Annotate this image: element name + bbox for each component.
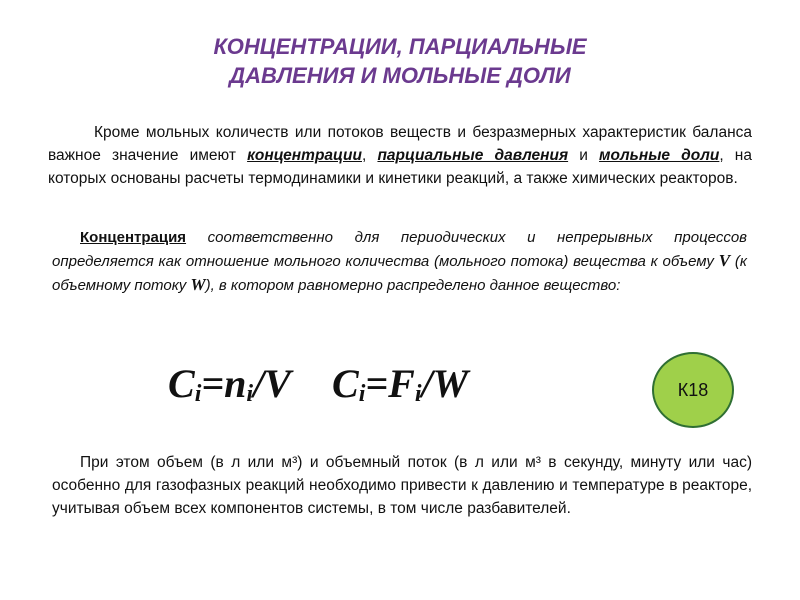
- p1-text-c: и: [568, 147, 600, 164]
- slide-number-badge: [652, 352, 734, 428]
- formula-concentration-flow: $C_i=F_i/W$: [332, 361, 469, 407]
- term-mole-fractions: мольные доли: [599, 147, 720, 164]
- paragraph-2: [52, 226, 747, 297]
- badge-label: К18: [677, 379, 709, 400]
- slide-title: [0, 32, 800, 90]
- p1-text-a: Кроме мольных количеств или потоков веществ и безразмерных характеристик баланса важное значение имеют: [48, 124, 752, 164]
- title-line-2: ДАВЛЕНИЯ И МОЛЬНЫЕ ДОЛИ: [229, 63, 571, 88]
- p2-text-b: (к объемному потоку: [52, 253, 747, 294]
- p3-text: При этом объем (в л или м³) и объемный поток (в л или м³ в секунду, минуту или час) особенно для газофазных реакций необходимо привести к давлению и температуре в реакторе, учитывая объем всех компонентов системы, в том числе разбавителей.: [52, 454, 752, 517]
- formula-concentration-batch: $C_i=n_i/V$: [168, 361, 291, 407]
- p2-text-a: соответственно для периодических и непрерывных процессов определяется как отношение мольного количества (мольного потока) вещества к объему: [52, 229, 747, 270]
- term-partial-pressures: парциальные давления: [377, 147, 569, 164]
- title-line-1: КОНЦЕНТРАЦИИ, ПАРЦИАЛЬНЫЕ: [213, 34, 587, 59]
- symbol-w: W: [190, 275, 206, 294]
- p1-text-d: , на которых основаны расчеты термодинамики и кинетики реакций, а также химических реакторов.: [48, 147, 752, 187]
- paragraph-1: [48, 121, 752, 190]
- paragraph-3: [52, 451, 752, 520]
- symbol-v: V: [718, 251, 731, 270]
- term-concentration: Концентрация: [80, 229, 187, 246]
- term-concentrations: концентрации: [247, 147, 362, 164]
- p1-text-b: ,: [362, 147, 378, 164]
- p2-text-c: ), в котором равномерно распределено данное вещество:: [205, 277, 621, 294]
